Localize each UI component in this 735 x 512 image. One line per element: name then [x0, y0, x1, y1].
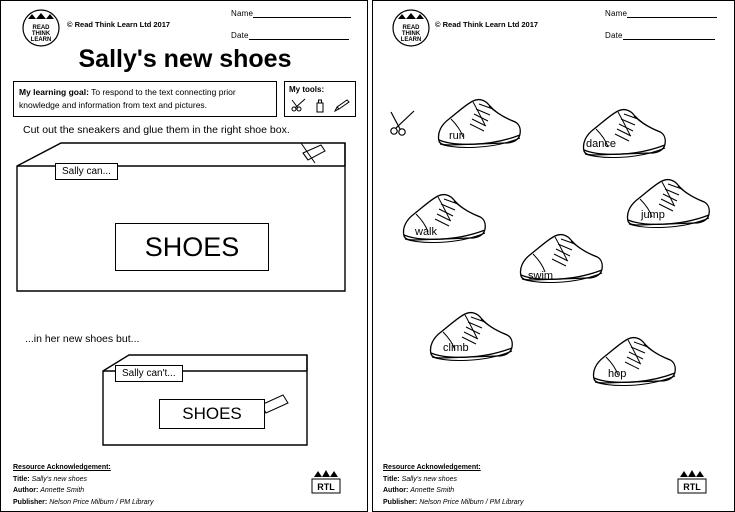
read-think-learn-logo-right [389, 9, 433, 47]
resource-acknowledgement-left [13, 462, 153, 508]
rtl-badge-right [675, 467, 709, 497]
sneaker-jump[interactable] [622, 175, 714, 233]
ack-heading: Resource Acknowledgement: [13, 464, 111, 471]
svg-text:LEARN: LEARN [30, 37, 52, 43]
learning-goal-label: My learning goal: [19, 87, 89, 97]
svg-text:LEARN: LEARN [400, 37, 422, 43]
sneaker-dance[interactable] [578, 105, 670, 163]
ack-row-publisher-right [383, 497, 523, 509]
ack-row-author [13, 485, 153, 497]
copyright-text: © Read Think Learn Ltd 2017 [67, 20, 171, 29]
shoe-box-can [15, 141, 347, 321]
ack-row-title [13, 474, 153, 486]
sneaker-label-swim: swim [528, 270, 554, 282]
ack-publisher-value: Nelson Price Milburn / PM Library [49, 498, 154, 506]
name-label-right: Name [605, 9, 628, 18]
glue-icon [313, 99, 327, 115]
learning-goal-text: To respond to the text connecting prior knowledge and information from text and pictures. [19, 87, 236, 110]
shoe-box-can-label: Sally can... [55, 163, 118, 180]
svg-text:READ: READ [402, 25, 420, 31]
sneaker-label-walk: walk [415, 226, 438, 238]
date-input-line-right[interactable] [623, 31, 715, 40]
svg-text:RTL: RTL [317, 482, 335, 492]
ack-heading-right: Resource Acknowledgement: [383, 464, 481, 471]
ack-row-author-right [383, 485, 523, 497]
ack-title-value-right: Sally's new shoes [401, 475, 457, 483]
learning-goal-box [13, 81, 277, 117]
name-input-line-right[interactable] [627, 9, 717, 18]
ack-title-label: Title: [13, 475, 30, 483]
sneaker-label-dance: dance [586, 138, 616, 150]
name-input-line[interactable] [253, 9, 351, 18]
ack-author-value: Annette Smith [40, 487, 85, 495]
date-field-left[interactable] [231, 31, 349, 40]
ack-publisher-label: Publisher: [13, 498, 48, 506]
scissors-icon [291, 98, 307, 114]
ack-title-value: Sally's new shoes [31, 475, 87, 483]
svg-text:RTL: RTL [683, 482, 701, 492]
instruction-text: Cut out the sneakers and glue them in the right shoe box. [23, 124, 290, 136]
sneaker-hop[interactable] [588, 333, 680, 391]
date-field-right[interactable] [605, 31, 715, 40]
sneaker-run[interactable] [433, 95, 525, 153]
name-field-right[interactable] [605, 9, 717, 18]
scissors-icon [388, 108, 418, 138]
shoes-word-can: SHOES [115, 223, 269, 271]
tools-box [284, 81, 356, 117]
date-label-right: Date [605, 31, 623, 40]
sneaker-climb[interactable] [425, 308, 517, 366]
sneaker-label-hop: hop [608, 368, 627, 380]
date-label: Date [231, 31, 249, 40]
svg-text:READ: READ [32, 25, 50, 31]
tools-label: My tools: [289, 85, 325, 94]
resource-acknowledgement-right [383, 462, 523, 508]
shoe-box-cant-label: Sally can't... [115, 365, 183, 382]
ack-title-label-right: Title: [383, 475, 400, 483]
ack-publisher-value-right: Nelson Price Milburn / PM Library [419, 498, 524, 506]
middle-text: ...in her new shoes but... [25, 333, 140, 345]
shoe-box-cant [101, 353, 309, 462]
ack-author-label: Author: [13, 487, 39, 495]
ack-author-value-right: Annette Smith [410, 487, 455, 495]
name-field-left[interactable] [231, 9, 351, 18]
name-label: Name [231, 9, 254, 18]
rtl-badge-left [309, 467, 343, 497]
svg-text:THINK: THINK [401, 31, 421, 37]
read-think-learn-logo [19, 9, 63, 47]
copyright-text-right: © Read Think Learn Ltd 2017 [435, 20, 539, 29]
sneaker-label-jump: jump [641, 209, 665, 221]
ack-author-label-right: Author: [383, 487, 409, 495]
ack-publisher-label-right: Publisher: [383, 498, 418, 506]
sneaker-label-climb: climb [443, 342, 469, 354]
date-input-line[interactable] [249, 31, 349, 40]
page-title: Sally's new shoes [78, 45, 292, 73]
svg-text:THINK: THINK [31, 31, 51, 37]
shoes-word-cant: SHOES [159, 399, 265, 429]
ack-row-publisher [13, 497, 153, 509]
pencil-icon [333, 99, 351, 115]
ack-row-title-right [383, 474, 523, 486]
sneaker-walk[interactable] [398, 190, 490, 248]
sneaker-label-run: run [449, 130, 465, 142]
